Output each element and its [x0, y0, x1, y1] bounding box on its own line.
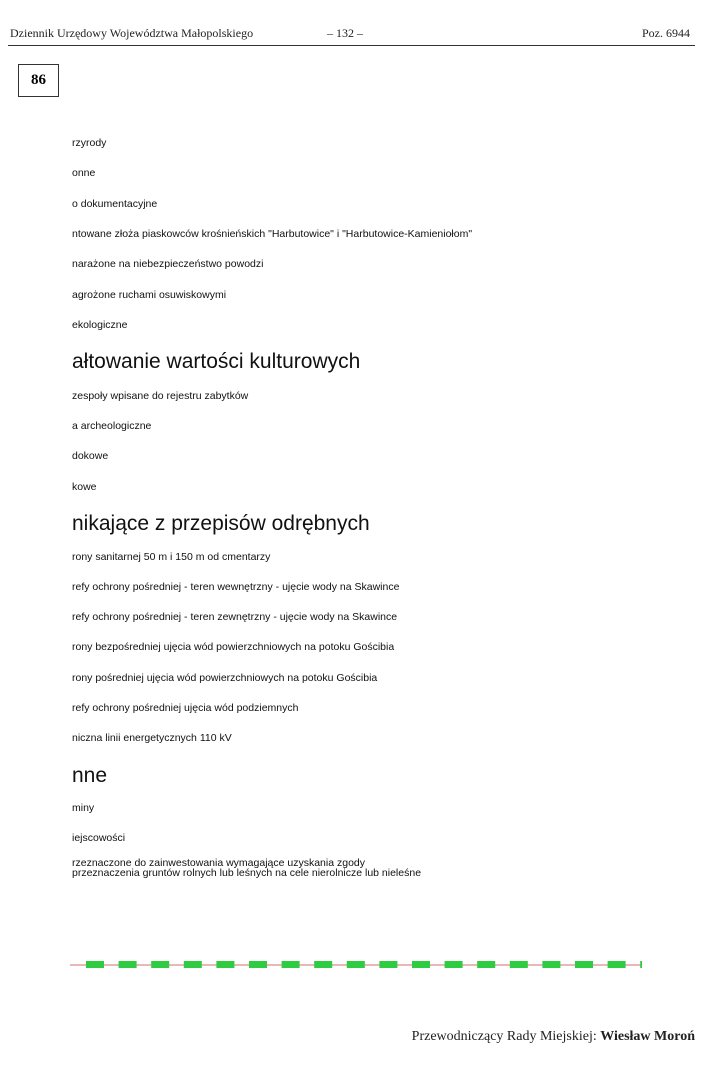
boundary-dash [282, 961, 300, 968]
boundary-dash [575, 961, 593, 968]
legend-item: rony bezpośredniej ujęcia wód powierzchniowych na potoku Gościbia [72, 641, 395, 653]
legend-item: miny [72, 802, 95, 814]
legend-item: dokowe [72, 450, 109, 462]
boundary-dash [510, 961, 528, 968]
legend-item: narażone na niebezpieczeństwo powodzi [72, 258, 264, 270]
legend-item: onne [72, 167, 96, 179]
boundary-dash [119, 961, 137, 968]
legend-item: rzyrody [72, 137, 107, 149]
boundary-dash [445, 961, 463, 968]
legend-item: rony pośredniej ujęcia wód powierzchniowych na potoku Gościbia [72, 672, 378, 684]
page-number: – 132 – [327, 26, 363, 40]
boundary-dash [216, 961, 234, 968]
legend-item: zespoły wpisane do rejestru zabytków [72, 390, 249, 402]
legend-item: kowe [72, 481, 97, 493]
signature-name: Wiesław Moroń [600, 1029, 695, 1044]
boundary-dash [314, 961, 332, 968]
boundary-dash [640, 961, 642, 968]
legend-item: iejscowości [72, 832, 126, 844]
boundary-dash [184, 961, 202, 968]
legend-item: ekologiczne [72, 319, 128, 331]
legend-section-title: nikające z przepisów odrębnych [72, 512, 370, 535]
boundary-dash [151, 961, 169, 968]
legend-item: refy ochrony pośredniej - teren wewnętrzny - ujęcie wody na Skawince [72, 581, 400, 593]
legend-item: refy ochrony pośredniej - teren zewnętrzny - ujęcie wody na Skawince [72, 611, 398, 623]
legend-item: o dokumentacyjne [72, 198, 158, 210]
boundary-dash [477, 961, 495, 968]
boundary-dash [542, 961, 560, 968]
journal-title: Dziennik Urzędowy Województwa Małopolskiego [10, 26, 254, 40]
boundary-dash [249, 961, 267, 968]
legend-item: ntowane złoża piaskowców krośnieńskich "Harbutowice" i "Harbutowice-Kamieniołom" [72, 228, 473, 240]
legend-item: rony sanitarnej 50 m i 150 m od cmentarzy [72, 551, 271, 563]
signature [412, 1029, 695, 1045]
boundary-dash [412, 961, 430, 968]
boundary-dash [86, 961, 104, 968]
legend-item: agrożone ruchami osuwiskowymi [72, 289, 227, 301]
attachment-number-box: 86 [18, 64, 59, 97]
legend-item: rzeznaczone do zainwestowania wymagające uzyskania zgody [72, 857, 365, 869]
legend-symbol-boundary-line [70, 958, 642, 972]
boundary-dash [347, 961, 365, 968]
legend-item: refy ochrony pośredniej ujęcia wód podziemnych [72, 702, 299, 714]
legend-item: niczna linii energetycznych 110 kV [72, 732, 232, 744]
position-number: Poz. 6944 [642, 26, 690, 40]
signature-label: Przewodniczący Rady Miejskiej: [411, 1029, 601, 1044]
legend-section-title: ałtowanie wartości kulturowych [72, 350, 361, 373]
legend-section-title: nne [72, 764, 108, 787]
boundary-dash [608, 961, 626, 968]
boundary-dash [379, 961, 397, 968]
legend-item: a archeologiczne [72, 420, 152, 432]
header-rule [8, 45, 695, 46]
legend-item: przeznaczenia gruntów rolnych lub leśnych na cele nierolnicze lub nieleśne [72, 867, 422, 879]
